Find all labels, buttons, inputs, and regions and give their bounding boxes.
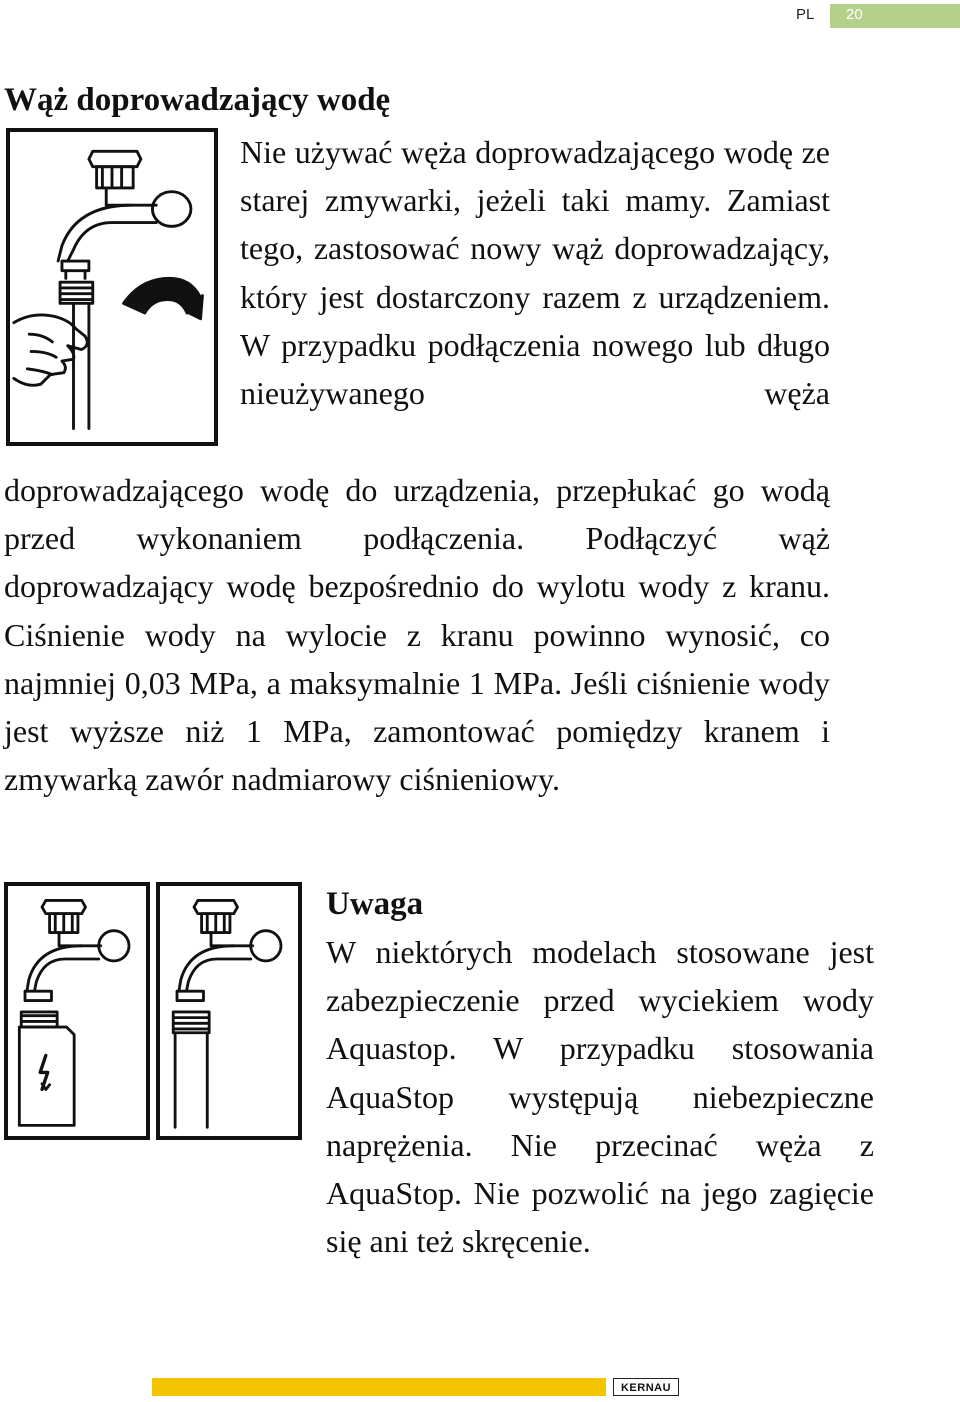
note-text: W niektórych modelach stosowane jest zabezpieczenie przed wyciekiem wody Aquastop. W przypadku stosowania AquaStop występują niebezpieczne naprężenia. Nie przecinać węża z AquaStop. Nie pozwolić na jego zagięcie się ani też skręcenie. — [326, 934, 874, 1260]
aquastop-icon — [8, 886, 146, 1136]
language-label: PL — [796, 6, 815, 23]
faucet-hose-connect-illustration — [6, 128, 218, 446]
section-title: Wąż doprowadzający wodę — [4, 82, 391, 118]
intro-paragraph-bottom: doprowadzającego wodę do urządzenia, przepłukać go wodą przed wykonaniem podłączenia. Podłączyć wąż doprowadzający wodę bezpośrednio do wylotu wody z kranu. Ciśnienie wody na wylocie z kranu powinno wynosić, co najmniej 0,03 MPa, a maksymalnie 1 MPa. Jeśli ciśnienie wody jest wyższe niż 1 MPa, zamontować pomiędzy kranem i zmywarką zawór nadmiarowy ciśnieniowy. — [4, 472, 830, 798]
faucet-hose-icon — [10, 132, 214, 442]
intro-paragraph-top: Nie używać węża doprowadzającego wodę ze starej zmywarki, jeżeli taki mamy. Zamiast tego, zastosować nowy wąż doprowadzający, który jest dostarczony razem z urządzeniem. W przypadku podłączenia nowego lub długo nieużywanego węża — [240, 134, 830, 412]
footer-bar — [152, 1378, 606, 1396]
faucet-aquastop-illustration — [4, 882, 150, 1140]
faucet-plain-hose-illustration — [156, 882, 302, 1140]
note-title: Uwaga — [326, 886, 424, 922]
page-number: 20 — [846, 6, 863, 23]
brand-logo: KERNAU — [613, 1378, 679, 1396]
plain-hose-icon — [160, 886, 298, 1136]
